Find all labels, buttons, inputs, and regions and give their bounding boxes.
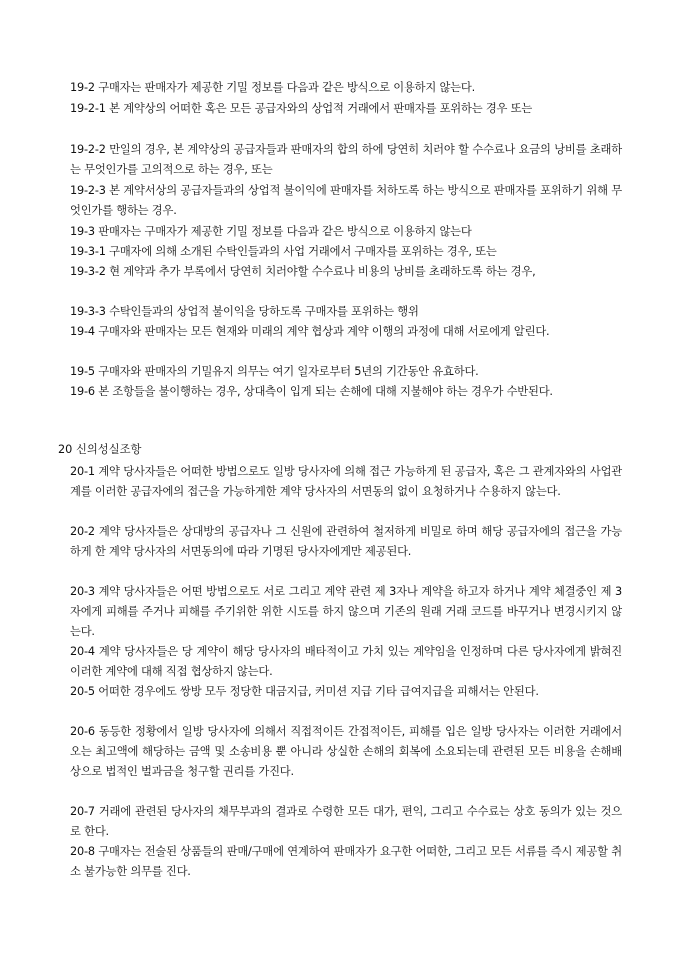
clause-text: 구매자와 판매자의 기밀유지 의무는 여기 일자로부터 5년의 기간동안 유효하다. <box>98 365 479 378</box>
clause-19-4 <box>70 322 622 342</box>
clause-number: 19-3 <box>70 225 95 238</box>
clause-text: 현 계약과 추가 부록에서 당연히 치러야할 수수료나 비용의 낭비를 초래하도록 하는 경우, <box>109 265 536 278</box>
clause-20-6 <box>70 722 622 782</box>
clause-text: 본 계약서상의 공급자들과의 상업적 불이익에 판매자를 처하도록 하는 방식으로 판매자를 포위하기 위해 무엇인가를 행하는 경우. <box>70 184 622 217</box>
clause-20-3 <box>70 582 622 642</box>
clause-text: 계약 당사자들은 상대방의 공급자나 그 신원에 관련하여 철저하게 비밀로 하며 해당 공급자에의 접근을 가능하게 한 계약 당사자의 서면동의에 따라 기명된 당사자에게만 제공된다. <box>70 525 622 558</box>
clause-number: 20-2 <box>70 525 95 538</box>
clause-20-5 <box>70 682 622 702</box>
clause-number: 19-2-3 <box>70 184 106 197</box>
clause-number: 19-5 <box>70 365 95 378</box>
clause-number: 19-3-1 <box>70 245 106 258</box>
clause-number: 20-6 <box>70 725 95 738</box>
clause-20-2 <box>70 522 622 562</box>
clause-text: 판매자는 구매자가 제공한 기밀 정보를 다음과 같은 방식으로 이용하지 않는다 <box>98 225 472 238</box>
clause-text: 구매자는 판매자가 제공한 기밀 정보를 다음과 같은 방식으로 이용하지 않는다. <box>98 81 475 94</box>
clause-19-3-1 <box>70 242 622 262</box>
clause-number: 20-7 <box>70 805 95 818</box>
clause-text: 만일의 경우, 본 계약상의 공급자들과 판매자의 합의 하에 당연히 치러야 할 수수료나 요금의 낭비를 초래하는 무엇인가를 고의적으로 하는 경우, 또는 <box>70 143 622 176</box>
clause-19-6 <box>70 382 622 402</box>
clause-text: 계약 당사자들은 당 계약이 해당 당사자의 배타적이고 가치 있는 계약임을 인정하며 다른 당사자에게 밝혀진 이러한 계약에 대해 직접 협상하지 않는다. <box>70 645 622 678</box>
clause-text: 수탁인들과의 상업적 불이익을 당하도록 구매자를 포위하는 행위 <box>109 305 419 318</box>
clause-text: 구매자와 판매자는 모든 현재와 미래의 계약 협상과 계약 이행의 과정에 대해 서로에게 알린다. <box>98 325 550 338</box>
clause-text: 동등한 정황에서 일방 당사자에 의해서 직접적이든 간접적이든, 피해를 입은 일방 당사자는 이러한 거래에서 오는 최고액에 해당하는 금액 및 소송비용 뿐 아니라 상실한 손해의 회복에 소요되는데 관련된 모든 비용을 손해배상으로 법적인 벌과금을 청구할 권리를 가진다. <box>70 725 622 778</box>
clause-20-7 <box>70 802 622 842</box>
clause-number: 19-2-2 <box>70 143 106 156</box>
clause-number: 19-2-1 <box>70 102 106 115</box>
clause-text: 거래에 관련된 당사자의 채무부과의 결과로 수령한 모든 대가, 편익, 그리고 수수료는 상호 동의가 있는 것으로 한다. <box>70 805 622 838</box>
clause-number: 20-1 <box>70 465 95 478</box>
clause-number: 19-3-3 <box>70 305 106 318</box>
section-heading: 20 신의성실조항 <box>58 443 142 456</box>
clause-text: 구매자에 의해 소개된 수탁인들과의 사업 거래에서 구매자를 포위하는 경우, 또는 <box>109 245 497 258</box>
clause-number: 20-5 <box>70 685 95 698</box>
clause-text: 계약 당사자들은 어떤 방법으로도 서로 그리고 계약 관련 제 3자나 계약을 하고자 하거나 계약 체결중인 제 3자에게 피해를 주거나 피해를 주기위한 위한 시도를 하지 않으며 기존의 원래 거래 코드를 바꾸거나 변경시키지 않는다. <box>70 585 622 638</box>
clause-number: 19-2 <box>70 81 95 94</box>
clause-text: 본 계약상의 어떠한 혹은 모든 공급자와의 상업적 거래에서 판매자를 포위하는 경우 또는 <box>109 102 533 115</box>
clause-19-3-2 <box>70 262 622 282</box>
clause-number: 20-3 <box>70 585 95 598</box>
clause-20-4 <box>70 642 622 682</box>
clause-number: 19-6 <box>70 385 95 398</box>
clause-number: 19-3-2 <box>70 265 106 278</box>
clause-19-3-3 <box>70 302 622 322</box>
clause-19-3 <box>70 222 622 242</box>
clause-20-8 <box>70 842 622 882</box>
clause-19-2-1 <box>70 99 622 119</box>
clause-text: 본 조항들을 불이행하는 경우, 상대측이 입게 되는 손해에 대해 지불해야 하는 경우가 수반된다. <box>98 385 553 398</box>
clause-19-2-2 <box>70 140 622 180</box>
clause-19-2 <box>70 78 622 98</box>
clause-text: 어떠한 경우에도 쌍방 모두 정당한 대금지급, 커미션 지급 기타 급여지급을 피해서는 안된다. <box>98 685 539 698</box>
clause-19-5 <box>70 362 622 382</box>
clause-number: 20-4 <box>70 645 95 658</box>
clause-number: 19-4 <box>70 325 95 338</box>
clause-20-1 <box>70 462 622 502</box>
clause-text: 계약 당사자들은 어떠한 방법으로도 일방 당사자에 의해 접근 가능하게 된 공급자, 혹은 그 관계자와의 사업관계를 이러한 공급자에의 접근을 가능하게한 계약 당사자의 서면동의 없이 요청하거나 수용하지 않는다. <box>70 465 622 498</box>
clause-number: 20-8 <box>70 845 95 858</box>
clause-text: 구매자는 전술된 상품들의 판매/구매에 연계하여 판매자가 요구한 어떠한, 그리고 모든 서류를 즉시 제공할 취소 불가능한 의무를 진다. <box>70 845 622 878</box>
clause-19-2-3 <box>70 181 622 221</box>
